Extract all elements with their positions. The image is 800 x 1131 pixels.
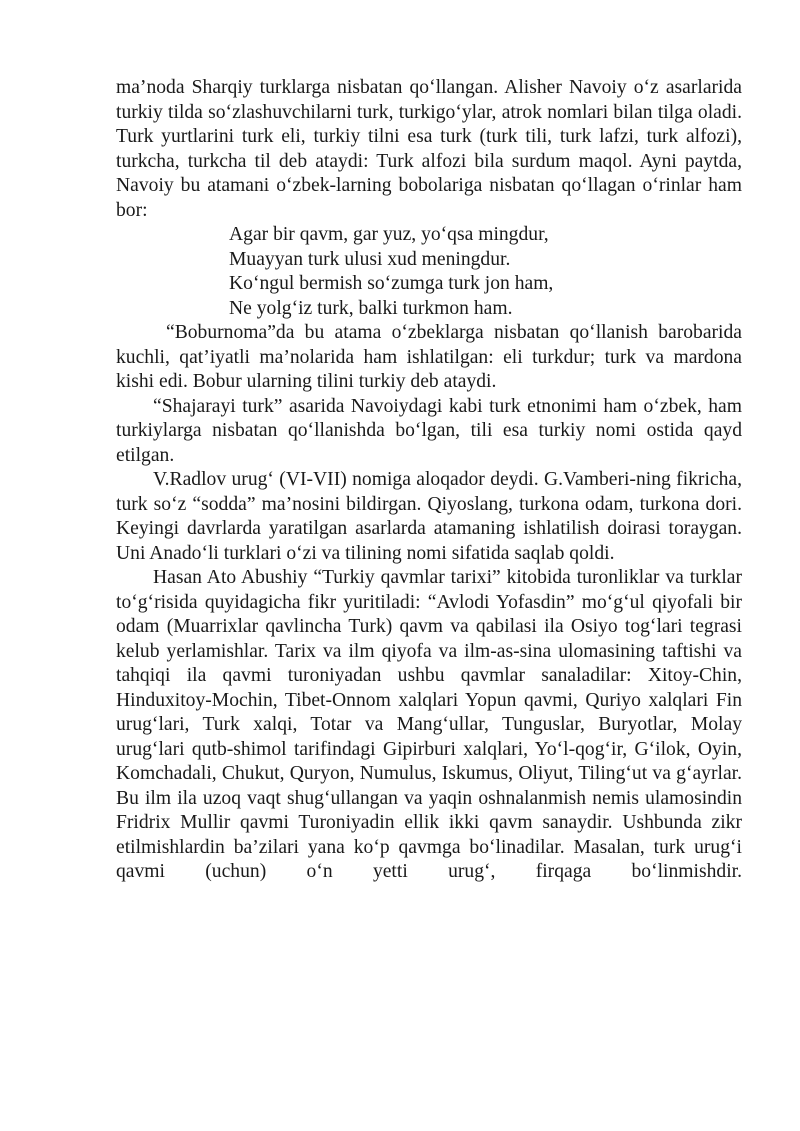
- poem-line: Muayyan turk ulusi xud meningdur.: [229, 248, 511, 270]
- paragraph-abushiy: Hasan Ato Abushiy “Turkiy qavmlar tarixi” kitobida turonliklar va turklar to‘g‘risida quyidagicha fikr yuritiladi: “Avlodi Yofasdin” mo‘g‘ul qiyofali bir odam (Muarrixlar qavlincha Turk) qavm va qabilasi ila Osiyo tog‘lari tegrasi kelub yerlamishlar. Tarix va ilm qiyofa va ilm-as-sina ulomasining taftishi va tahqiqi ila qavmi turoniyadan ushbu qavmlar sanaladilar: Xitoy-Chin, Hinduxitoy-Mochin, Tibet-Onnom xalqlari Yopun qavmi, Quriyo xalqlari Fin urug‘lari, Turk xalqi, Totar va Mang‘ullar, Tunguslar, Buryotlar, Molay urug‘lari qutb-shimol tarifindagi Gipirburi xalqlari, Yo‘l-qog‘ir, G‘ilok, Oyin, Komchadali, Chukut, Quryon, Numulus, Iskumus, Oliyut, Tiling‘ut va g‘ayrlar. Bu ilm ila uzoq vaqt shug‘ullangan va yaqin oshnalanmish nemis ulamosindin Fridrix Mullir qavmi Turoniyadin ellik ikki qavm sanaydir. Ushbunda zikr etilmishlardin ba’zilari yana ko‘p qavmga bo‘linadilar. Masalan, turk urug‘i qavmi (uchun) o‘n yetti urug‘, firqaga bo‘linmishdir.: [116, 567, 742, 882]
- poem-line: Agar bir qavm, gar yuz, yo‘qsa mingdur,: [229, 224, 549, 245]
- paragraph-navoiy: ma’noda Sharqiy turklarga nisbatan qo‘llangan. Alisher Navoiy o‘z asarlarida turkiy tilda so‘zlashuvchilarni turk, turkigo‘ylar, atrok nomlari bilan tilga oladi. Turk yurtlarini turk eli, turkiy tilni esa turk (turk tili, turk lafzi, turk alfozi), turkcha, turkcha til deb ataydi: Turk alfozi bila surdum maqol. Ayni paytda, Navoiy bu atamani o‘zbek-larning bobolariga nisbatan qo‘llagan o‘rinlar ham bor:: [116, 77, 742, 221]
- paragraph-radlov: V.Radlov urug‘ (VI-VII) nomiga aloqador deydi. G.Vamberi-ning fikricha, turk so‘z “sodda” ma’nosini bildirgan. Qiyoslang, turkona odam, turkona dori. Keyingi davrlarda yaratilgan asarlarda atamaning ishlatilish doirasi toraygan. Uni Anado‘li turklari o‘zi va tilining nomi sifatida saqlab qoldi.: [116, 469, 742, 564]
- poem-line: Ko‘ngul bermish so‘zumga turk jon ham,: [229, 273, 554, 294]
- poem-line: Ne yolg‘iz turk, balki turkmon ham.: [229, 297, 513, 319]
- paragraph-boburnoma: “Boburnoma”da bu atama o‘zbeklarga nisbatan qo‘llanish barobarida kuchli, qat’iyatli ma’nolarida ham ishlatilgan: eli turkdur; turk va mardona kishi edi. Bobur ularning tilini turkiy deb ataydi.: [116, 322, 742, 392]
- document-page: [116, 76, 742, 885]
- paragraph-shajarayi-turk: “Shajarayi turk” asarida Navoiydagi kabi turk etnonimi ham o‘zbek, ham turkiylarga nisbatan qo‘llanishda bo‘lgan, tili esa turkiy nomi ostida qayd etilgan.: [116, 395, 742, 466]
- poem-quote: [116, 223, 742, 321]
